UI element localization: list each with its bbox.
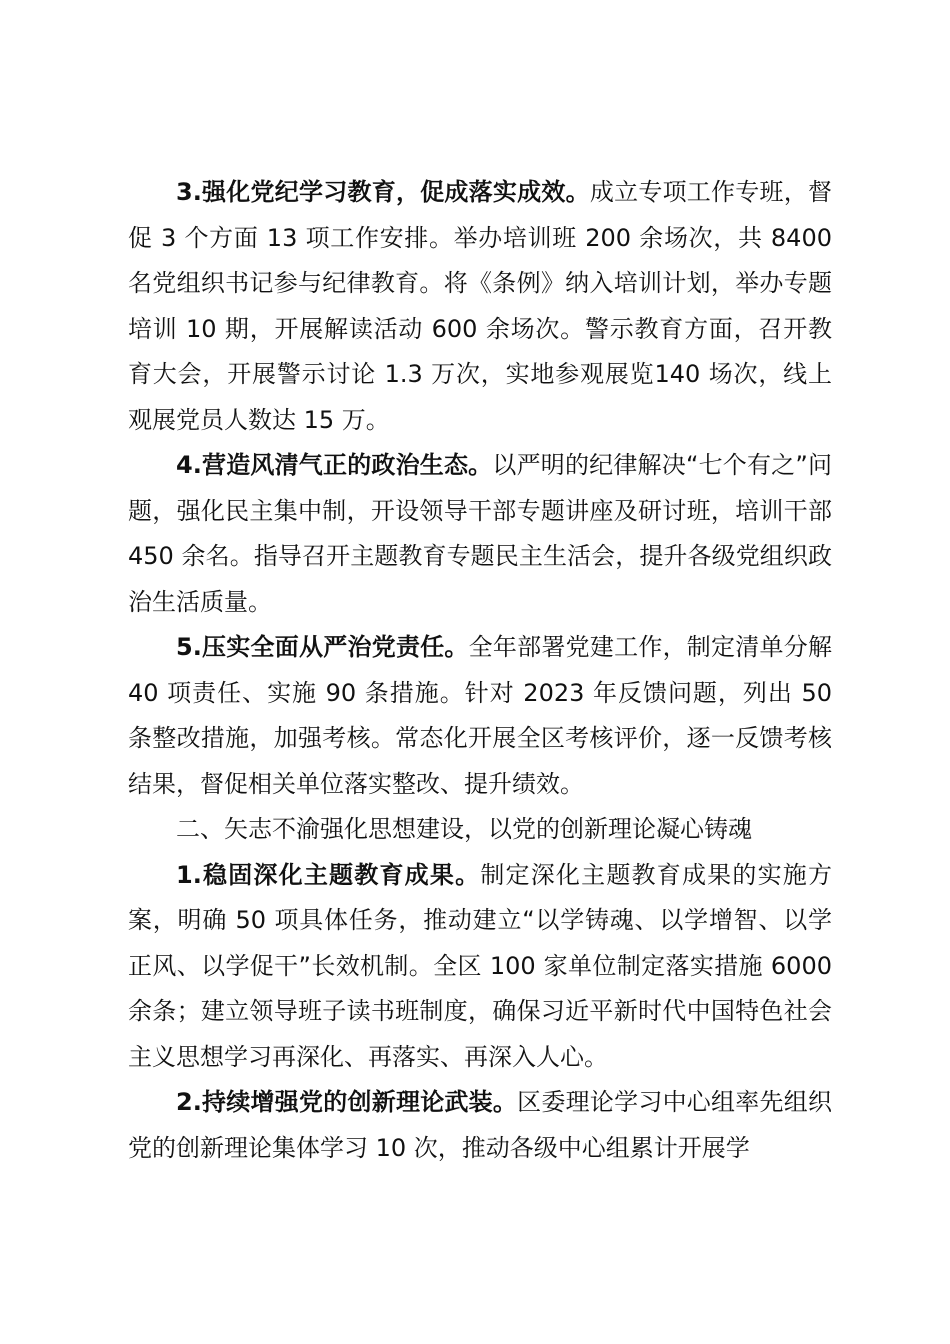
section-heading-text: 二、矢志不渝强化思想建设，以党的创新理论凝心铸魂 — [176, 815, 752, 843]
paragraph-body: 制定深化主题教育成果的实施方案，明确 50 项具体任务，推动建立“以学铸魂、以学增智、以学正风、以学促干”长效机制。全区 100 家单位制定落实措施 6000 余条；建立领导班子读书班制度，确保习近平新时代中国特色社会主义思想学习再深化、再落实、再深入人心。 — [128, 860, 833, 1071]
paragraph-theme-education — [128, 853, 832, 1081]
paragraph-body: 以严明的纪律解决“七个有之”问题，强化民主集中制，开设领导干部专题讲座及研讨班，培训干部450 余名。指导召开主题教育专题民主生活会，提升各级党组织政治生活质量。 — [128, 451, 832, 616]
paragraph-heading: 5.压实全面从严治党责任。 — [176, 633, 469, 661]
paragraph-body: 区委理论学习中心组率先组织党的创新理论集体学习 10 次，推动各级中心组累计开展学 — [128, 1088, 832, 1162]
paragraph-body: 成立专项工作专班，督促 3 个方面 13 项工作安排。举办培训班 200 余场次，共 8400 名党组织书记参与纪律教育。将《条例》纳入培训计划，举办专题培训 10 期，开展解读活动 600 余场次。警示教育方面，召开教育大会，开展警示讨论 1.3 万次，实地参观展览140 场次，线上观展党员人数达 15 万。 — [128, 178, 832, 434]
paragraph-party-responsibility — [128, 625, 832, 807]
paragraph-heading: 4.营造风清气正的政治生态。 — [176, 451, 493, 479]
paragraph-body: 全年部署党建工作，制定清单分解 40 项责任、实施 90 条措施。针对 2023 年反馈问题，列出 50 条整改措施，加强考核。常态化开展全区考核评价，逐一反馈考核结果，督促相关单位落实整改、提升绩效。 — [128, 633, 832, 798]
paragraph-discipline-education — [128, 170, 832, 443]
paragraph-theory-study — [128, 1080, 832, 1171]
paragraph-political-ecology — [128, 443, 832, 625]
section-heading — [128, 807, 832, 853]
paragraph-heading: 3.强化党纪学习教育，促成落实成效。 — [176, 178, 590, 206]
document-page — [128, 170, 832, 1171]
paragraph-heading: 2.持续增强党的创新理论武装。 — [176, 1088, 518, 1116]
paragraph-heading: 1.稳固深化主题教育成果。 — [176, 860, 481, 889]
